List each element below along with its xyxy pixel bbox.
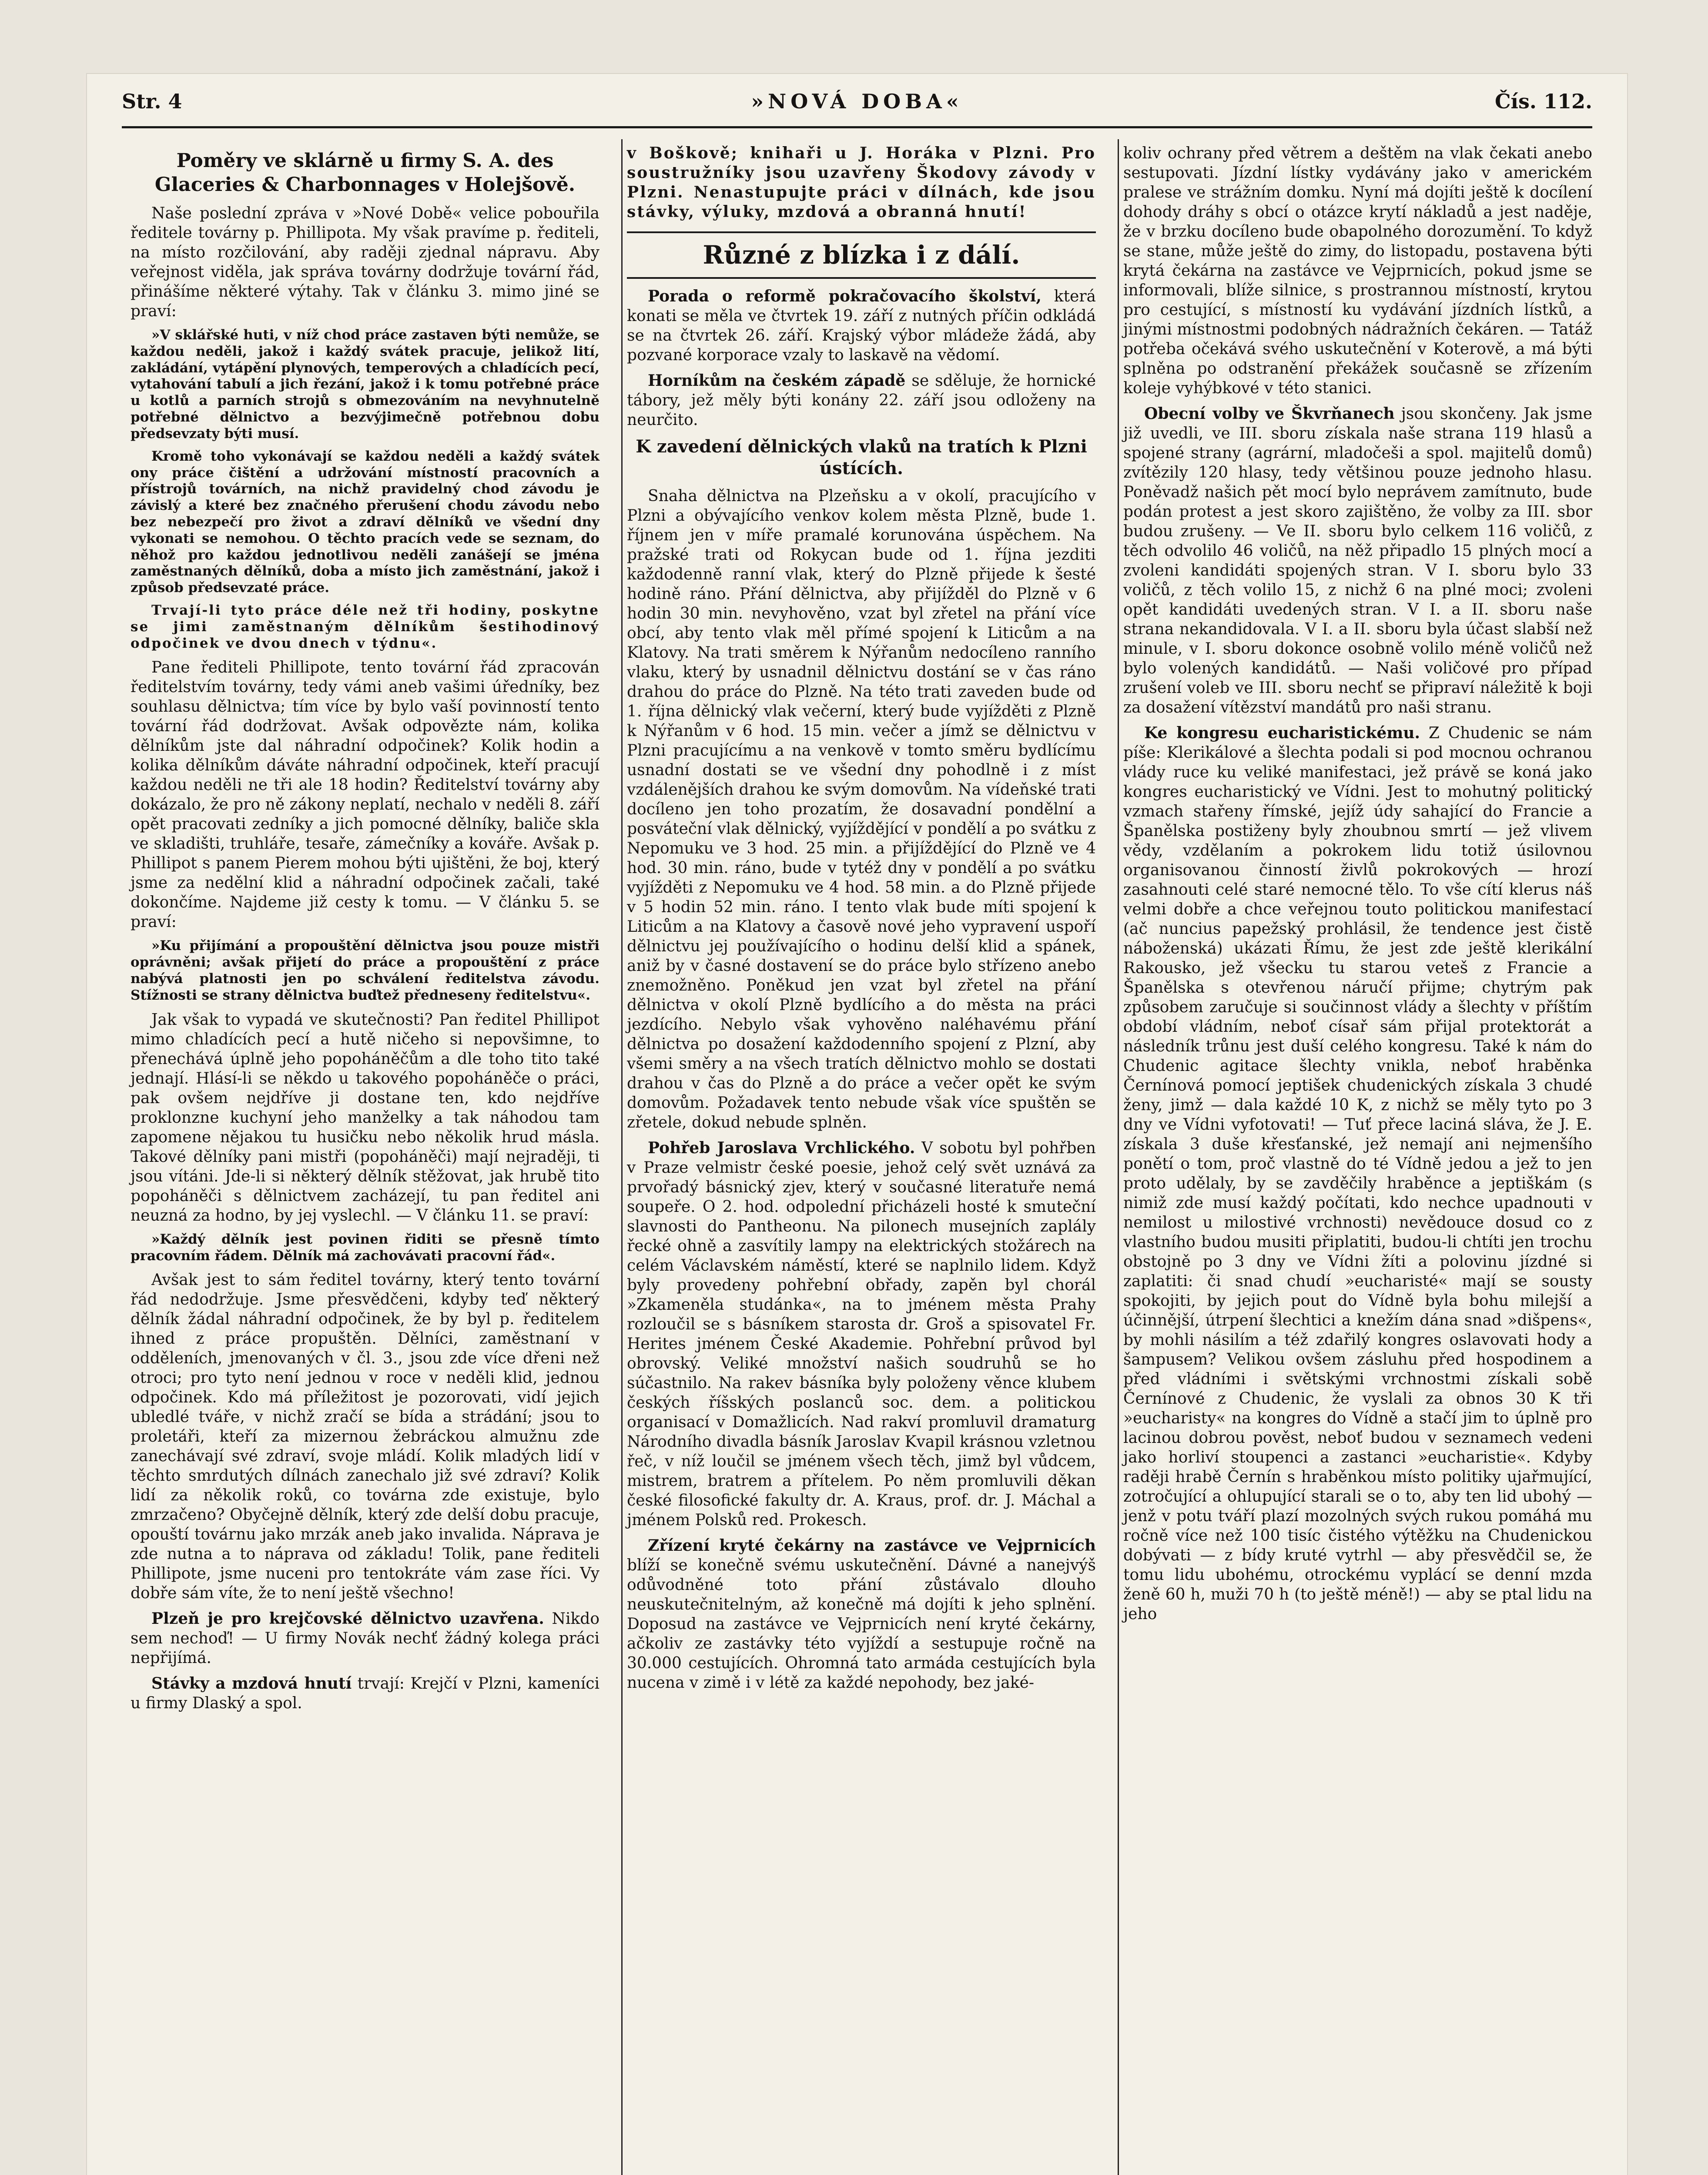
issue-number: Čís. 112. — [1494, 90, 1592, 113]
notice-heading: Plzeň je pro krejčovské dělnictvo uzavřena. — [151, 1610, 544, 1628]
news-body: jsou skončeny. Jak jsme již uvedli, ve III. sboru získala naše strana 119 hlasů a spojené strany (agrární, mladočeši a spol. majitelů domů) zvítězily 120 hlasy, tedy většinou pouze jednoho hlasu. Poněvadž našich pět mocí bylo neprávem zamítnuto, bude podán protest a jest skoro zajištěno, že volby za III. sbor budou zrušeny. — Ve II. sboru bylo celkem 116 voličů, z těch odvolilo 46 voličů, na něž připadlo 15 plných mocí a zvoleni kandidáti spojených stran. V I. sboru bylo 33 voličů, z těch volilo 15, z nichž 6 na plné moci; zvoleni opět kandidáti uvedených stran. V I. a II. sboru naše strana nekandidovala. V I. a II. sboru byla účast slabší než minule, v I. sboru dokonce osobně volilo méně voličů než bylo volených kandidátů. — Naši voličové pro případ zrušení voleb ve III. sboru nechť se připraví náležitě k boji za dosažení vítězství mandátů pro naši stranu. — [1123, 405, 1592, 716]
newspaper-page — [87, 74, 1627, 2175]
notice-stavky — [131, 1674, 599, 1713]
quote-paragraph: Trvají-li tyto práce déle než tři hodiny, poskytne se jimi zaměstnaným dělníkům šestihodinový odpočinek ve dvou dnech v týdnu«. — [131, 602, 599, 651]
article-title-sklarna: Poměry ve sklárně u firmy S. A. des Glaceries & Charbonnages v Holejšově. — [154, 150, 576, 196]
masthead-title: »NOVÁ DOBA« — [751, 90, 963, 113]
news-body: blíží se konečně svému uskutečnění. Dávné a nanejvýš odůvodněné toto přání zůstávalo dlouho neuskutečnitelným, až konečně má dojíti k jeho splnění. Doposud na zastávce ve Vejprnicích není kryté čekárny, ačkoliv ze zastávky této vyjíždí a sestupuje ročně na 30.000 cestujících. Ohromná tato armáda cestujících byla nucena v zimě i v létě za každé nepohody, bez jaké- — [627, 1556, 1096, 1692]
news-heading: Zřízení kryté čekárny na zastávce ve Vejprnicích — [648, 1536, 1096, 1555]
news-title-vlaky: K zavedení dělnických vlaků na tratích k Plzni ústících. — [636, 436, 1087, 478]
news-heading: Ke kongresu eucharistickému. — [1144, 724, 1420, 742]
article-paragraph: Avšak jest to sám ředitel továrny, který tento tovární řád nedodržuje. Jsme přesvědčeni, kdyby teď některý dělník žádal náhradní odpočinek, že by byl p. ředitelem ihned z práce propuštěn. Dělníci, zaměstnaní v odděleních, jmenovaných v čl. 3., jsou zde více dřeni než otroci; pro tyto není jednou v roce v neděli klid, jednou odpočinek. Kdo má příležitost je pozorovati, vidí jejich ubledlé tváře, v nichž zračí se bída a strádání; jsou to proletáři, kteří za mizernou žebráckou almužnu zde zanechávají své zdraví, svoje mládí. Kolik mladých lidí v těchto smrdutých dílnách zanechalo již své zdraví? Kolik lidí za několik roků, co továrna zde existuje, bylo zmrzačeno? Obyčejně dělník, který zde delší dobu pracuje, opouští továrnu jako mrzák aneb jako invalida. Náprava je zde nutna a to náprava od základu! Tolik, pane řediteli Phillipote, jsme nuceni pro tentokráte vám zase říci. Vy dobře sám víte, že to není ještě všechno! — [131, 1271, 599, 1603]
quote-paragraph: »Ku přijímání a propouštění dělnictva jsou pouze mistři oprávněni; avšak přijetí do práce a propouštění z práce nabývá platnosti jen po schválení ředitelstva závodu. Stížnosti se strany dělnictva buďtež předneseny ředitelstvu«. — [131, 938, 599, 1003]
page-number: Str. 4 — [122, 90, 182, 113]
news-body: Snaha dělnictva na Plzeňsku a v okolí, pracujícího v Plzni a obývajícího venkov kolem města Plzně, bude 1. říjnem jen v míře pramalé korunována úspěchem. Na pražské trati od Rokycan bude od 1. října jezditi každodenně ranní vlak, který do Plzně přijede k šesté hodině ráno. Přání dělnictva, aby přijížděl do Plzně v 6 hodin 30 min. nevyhověno, vzat byl zřetel na přání více obcí, aby tento vlak měl přímé spojení k Liticům a na Klatovy. Na trati směrem k Nýřanům nedocíleno ranního vlaku, který by usnadnil dělnictvu dostání se v čas ráno drahou do práce do Plzně. Na této trati zaveden bude od 1. října dělnický vlak večerní, který bude vyjížděti z Plzně k Nýřanům v 6 hod. 15 min. večer a jímž se dělnictvu v Plzni pracujícímu a na venkově v tomto směru bydlícímu usnadní dostati se ve všední dny pohodlně i z míst vzdálenějších drahou ke svým domovům. Na vídeňské trati docíleno jen toho prozatím, že dosavadní pondělní a posváteční vlak dělnický, vyjíždějící v pondělí a po svátku z Nepomuku ve 3 hod. 25 min. a přijíždějící do Plzně ve 4 hod. 30 min. ráno, bude v tytéž dny v pondělí a po svátku vyjížděti z Nepomuku ve 4 hod. 58 min. a do Plzně přijede v 5 hodin 52 min. ráno. I tento vlak bude míti spojení k Liticům a na Klatovy a časově nové jeho vypravení uspoří dělnictvu jej používajícího o hodinu delší klid a spánek, aniž by v časné dostavení se do práce bylo střízeno anebo znemožněno. Poněkud jen vzat byl zřetel na přání dělnictva v okolí Plzně bydlícího a do města na práci jezdícího. Nebylo však vyhověno naléhavému přání dělnictva po dosažení každodenního spojení z Plzní, aby všemi směry a na všech tratích dělnictvo mohlo se dostati drahou v čas do Plzně a do práce a večer opět ke svým domovům. Požadavek tento nebude však více spuštěn se zřetele, dokud nebude splněn. — [627, 487, 1096, 1131]
notice-krejci — [131, 1609, 599, 1668]
quote-paragraph: »Každý dělník jest povinen řiditi se přesně tímto pracovním řádem. Dělník má zachovávati pracovní řád«. — [131, 1231, 599, 1264]
news-heading: Pohřeb Jaroslava Vrchlického. — [648, 1138, 915, 1157]
news-heading: Porada o reformě pokračovacího školství, — [648, 287, 1042, 305]
column-3 — [1118, 139, 1601, 2175]
news-body: V sobotu byl pohřben v Praze velmistr české poesie, jehož celý svět uznává za prvořadý básnický zjev, který v současné literatuře nemá soupeře. O 2. hod. odpolední přicházeli hosté k smuteční slavnosti do Pantheonu. Na pilonech musejních zaplály řecké ohně a zasvítily lampy na elektrických stožárech na celém Václavském náměstí, které se naplnilo lidem. Když byly provedeny pohřební obřady, zapěn byl chorál »Zkameněla studánka«, na to jménem města Prahy rozloučil se s básníkem starosta dr. Groš a spisovatel Fr. Herites jménem České Akademie. Pohřební průvod byl obrovský. Veliké množství našich soudruhů se ho súčastnilo. Na rakev básníka byly položeny věnce klubem českých říšských poslanců soc. dem. a politickou organisací v Domažlicích. Nad rakví promluvil dramaturg Národního divadla básník Jaroslav Kvapil krásnou vzletnou řeč, v níž loučil se jménem všech těch, jimž byl vůdcem, mistrem, bratrem a přítelem. Po něm promluvili děkan české filosofické fakulty dr. A. Kraus, prof. dr. J. Máchal a jménem Polsků red. Prokesch. — [627, 1139, 1096, 1529]
news-body: se sděluje, že hornické tábory, jež měly býti konány 22. září jsou odloženy na neurčito. — [627, 371, 1096, 429]
news-item — [627, 287, 1096, 365]
page-header — [122, 83, 1592, 126]
article-paragraph: Pane řediteli Phillipote, tento tovární řád zpracován ředitelstvím továrny, tedy vámi aneb vašimi úředníky, bez souhlasu dělnictva; tím více by bylo vaší povinností tento tovární řád dodržovat. Avšak odpovězte nám, kolika dělníkům jste dal náhradní odpočinek? Kolik hodin a kolika dělníkům dáváte náhradní odpočinek, kteří pracují každou neděli ne tři ale 18 hodin? Ředitelství továrny aby dokázalo, že pro ně zákony neplatí, nechalo v neděli 8. září opět pracovati zedníky a jich pomocné dělníky, baliče skla ve skladišti, truhláře, tesaře, zámečníky a kováře. Avšak p. Phillipot s panem Pierem mohou býti ujištěni, že boj, který jsme za nedělní klid a náhradní odpočinek začali, také dokončíme. Najdeme již cesty k tomu. — V článku 5. se praví: — [131, 659, 599, 931]
news-body: která konati se měla ve čtvrtek 19. září z nutných příčin odkládá se na čtvrtek 26. září. Krajský výbor mládeže žádá, aby pozvané korporace vzaly to laskavě na vědomí. — [627, 287, 1096, 364]
notice-body: trvají: Krejčí v Plzni, kameníci u firmy Dlaský a spol. — [131, 1675, 599, 1713]
news-heading: Horníkům na českém západě — [648, 371, 906, 390]
news-item — [627, 371, 1096, 430]
notice-heading: Stávky a mzdová hnutí — [151, 1674, 352, 1693]
article-paragraph: Jak však to vypadá ve skutečnosti? Pan ředitel Phillipot mimo chladících pecí a hutě ničeho si nepovšimne, to přenechává úplně jeho popoháněčům a dle toho tito také jednají. Hlásí-li se někdo u takového popoháněče o práci, pak ovšem nejdříve ji dostane ten, kdo nejdříve proklonzne kuchyní jeho manželky a tak náhodou tam zapomene nějakou tu husičku nebo několik hrud másla. Takové dělníky pani mistři (popoháněči) mají nejraději, ti jsou vítáni. Jde-li si některý dělník stěžovat, jak hrubě tito popoháněči s dělnictvem zacházejí, tu pan ředitel ani neuzná za hodno, by jej vyslechl. — V článku 11. se praví: — [131, 1011, 599, 1225]
column-2 — [621, 139, 1105, 2175]
news-continuation: koliv ochrany před větrem a deštěm na vlak čekati anebo sestupovati. Jízdní lístky vydávány jako v americkém pralese ve strážním domku. Nyní má dojíti ještě k docílení dohody dráhy s obcí o otázce krytí nákladů a jest naděje, že v brzku docíleno bude obapolného dorozumění. To když se stane, může ještě do zimy, do listopadu, postavena býti krytá čekárna na zastávce ve Vejprnicích, pokud jsme se informovali, blíže silnice, s prostrannou místností, krytou pro cestující, s místností ku vydávání jízdních lístků, a jinými místnostmi podobných nádražních čekáren. — Tatáž potřeba očekává svého uskutečnění v Koterově, a má býti splněna po odstranění překážek současně se zřízením koleje vyhýbkové v této stanici. — [1123, 144, 1592, 397]
strike-notice: v Boškově; knihaři u J. Horáka v Plzni. Pro soustružníky jsou uzavřeny Škodovy závody v Plzni. Nenastupujte práci v dílnách, kde jsou stávky, výluky, mzdová a obranná hnutí! — [627, 144, 1096, 221]
news-heading: Obecní volby ve Škvrňanech — [1144, 405, 1395, 423]
column-1 — [126, 139, 608, 2175]
news-body: Z Chudenic se nám píše: Klerikálové a šlechta podali si pod mocnou ochranou vlády ruce ku veliké manifestaci, jež právě se koná jako kongres eucharistický ve Vídni. Jest to mohutný politický vzmach stařeny římské, jejíž údy sahající do Francie a Španělska postiženy byly zhoubnou smrtí — jež vlivem vědy, vzdělaním a pokrokem lidu totiž úsilovnou organisovanou činností živlů pokrokových — hrozí zasahnouti celé staré nemocné tělo. To vše cítí klerus náš velmi dobře a chce veřejnou touto politickou manifestací (ač nuncius papežský prohlásil, že tendence jest čistě náboženská) ukázati Římu, že jest zde ještě klerikální Rakousko, jež všecku tu starou veteš z Francie a Španělska s otevřenou náručí přijme; chytrým pak způsobem zaručuje si součinnost vlády a šlechty v příštím období vládním, neboť císař sám přijal protektorát a následník trůnu jest duší celého kongresu. Také k nám do Chudenic agitace šlechty vnikla, neboť hraběnka Černínová pomocí jeptišek chudenických získala 3 chudé ženy, jimž — dala každé 10 K, z nichž se měly tyto po 3 dny ve Vídni vyfotovati! — Tuť přece laciná sláva, že J. E. získala 3 duše křesťanské, jež nemají ani nejmenšího ponětí o tom, proč vlastně do té Vídně jedou a jež to jen proto udělaly, by se zavděčily hraběnce a jeptiškám (s nimiž zde musí každý počítati, kdo nechce upadnouti v nemilost u milostivé vrchnosti) nevědouce dosud co z vlastního budou musiti připlatiti, budou-li chtíti jen trochu obstojně po 3 dny ve Vídni žíti a polovinu jízdné si zaplatiti: či snad chudí »eucharisté« mají se sousty spokojiti, by jejich pout do Vídně byla bohu milejší a účinnější, útrpení šlechtici a knežím dána snad »dišpens«, by mohli násilím a též zdařilý kongres oslavovati hody a šampusem? Velikou ovšem zásluhu před hospodinem a před vládními i světskými vrchnostmi získali sobě Černínové z Chudenic, že vyslali za obnos 30 K tři »eucharisty« na kongres do Vídně a stačí jim to úplně pro lacinou dobrou pověst, neboť budou v seznamech vedeni jako horliví stoupenci a zastanci »eucharistie«. Kdyby raději hrabě Černín s hraběnkou místo politiky ujařmující, zotročující a ohlupující starali se o to, aby ten lid ubohý — jenž v potu tváří plazí mozolných svých rukou pomáhá mu ročně více než 100 tisíc čistého výtěžku na Chudenickou dobývati — z bídy kruté vytrhl — aby přesvědčil se, že tomu lidu ubohému, otrockému vyplácí se denní mzda ženě 60 h, muži 70 h (to ještě méně!) — aby se ptal lidu na jeho — [1123, 724, 1592, 1623]
news-item — [627, 1138, 1096, 1530]
section-title: Různé z blízka i z dálí. — [627, 231, 1096, 279]
quote-paragraph: »V sklářské huti, v níž chod práce zastaven býti nemůže, se každou neděli, jakož i každý svátek pracuje, jelikož lití, zakládání, vytápění plynových, temperových a chladících pecí, vytahování tabulí a jich řezání, jakož i k tomu potřebné práce u kotlů a parních strojů s obmezováním na nevyhnutelně potřebné dělnictvo a bezvýjimečně potřebnou dobu předsevzaty býti musí. — [131, 327, 599, 442]
header-rule — [122, 126, 1592, 128]
notice-body: Nikdo sem nechoď! — U firmy Novák nechť žádný kolega práci nepřijímá. — [131, 1610, 599, 1667]
news-item — [1123, 404, 1592, 717]
news-item — [1123, 723, 1592, 1624]
news-item — [627, 1536, 1096, 1693]
quote-paragraph: Kromě toho vykonávají se každou neděli a každý svátek ony práce čištění a udržování místností pracovních a přístrojů továrních, na nichž pravidelný chod závodu je závislý a které bez značného přerušení chodu závodu nebo bez nebezpečí pro život a zdraví dělníků ve všední dny vykonati se nemohou. O těchto pracích vede se seznam, do něhož pro každou jednotlivou neděli zanášejí se jména zaměstnaných dělníků, doba a místo jich zaměstnání, jakož i způsob předsevzaté práce. — [131, 448, 599, 596]
article-paragraph: Naše poslední zpráva v »Nové Době« velice pobouřila ředitele továrny p. Phillipota. My však pravíme p. řediteli, na místo rozčilování, aby raději zjednal nápravu. Aby veřejnost viděla, jak správa továrny dodržuje tovární řád, přinášíme některé výtahy. Tak v článku 3. mimo jiné se praví: — [131, 204, 599, 320]
columns — [126, 139, 1601, 2175]
